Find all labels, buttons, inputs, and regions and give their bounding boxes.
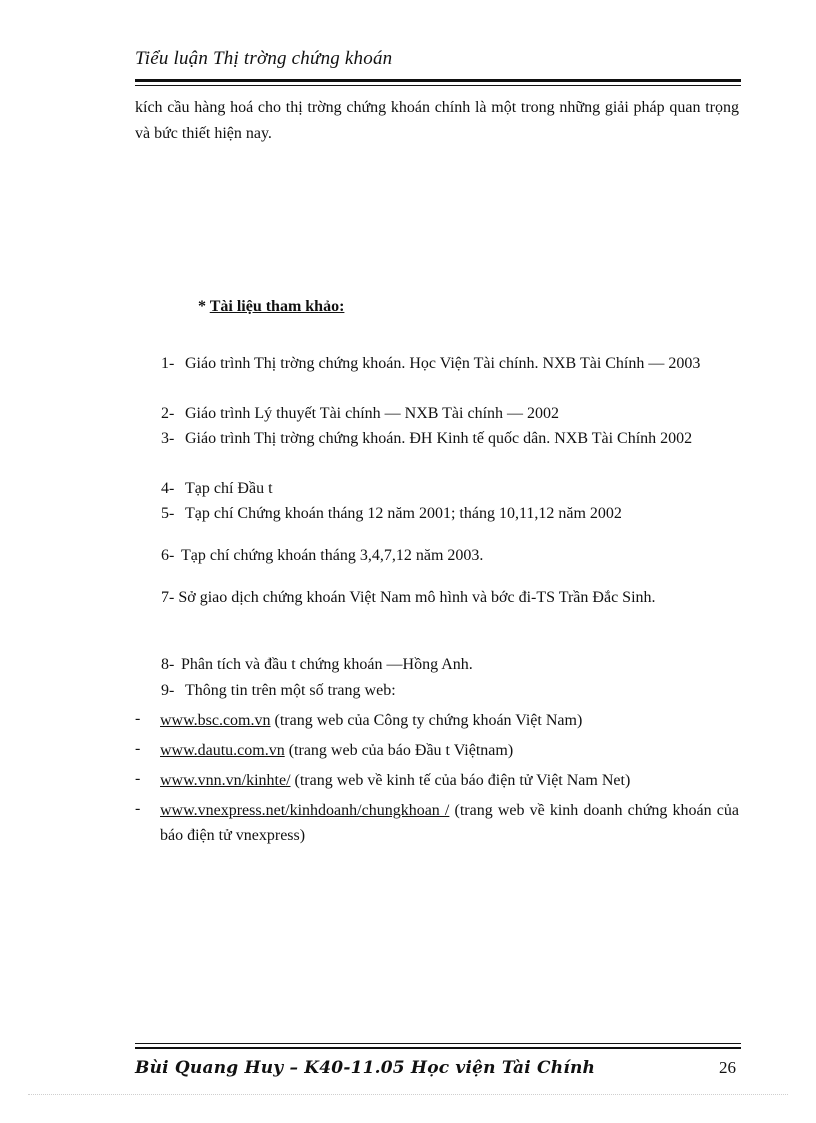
page-number: 26 [719, 1058, 736, 1077]
reference-number: 7- [161, 589, 175, 606]
website-link[interactable]: www.bsc.com.vn [160, 712, 271, 729]
website-description: (trang web về kinh doanh chứng khoán của báo điện tử vnexpress) [160, 802, 739, 844]
page-bottom-dotted-line [28, 1094, 788, 1095]
reference-text: Thông tin trên một số trang web: [185, 682, 396, 699]
website-description: (trang web về kinh tế của báo điện tử Việt Nam Net) [290, 772, 631, 789]
reference-number: 4- [161, 480, 175, 497]
reference-number: 1- [161, 355, 175, 372]
header-rule-thick [135, 79, 741, 82]
reference-number: 2- [161, 405, 175, 422]
footer-rule-thin [135, 1043, 741, 1044]
reference-text: Giáo trình Thị trờng chứng khoán. ĐH Kinh tế quốc dân. NXB Tài Chính 2002 [185, 430, 693, 447]
website-link[interactable]: www.vnexpress.net/kinhdoanh/chungkhoan / [160, 802, 450, 819]
footer-author: Bùi Quang Huy – K40-11.05 Học viện Tài Chính [135, 1058, 596, 1078]
reference-text: Tạp chí Chứng khoán tháng 12 năm 2001; tháng 10,11,12 năm 2002 [185, 505, 622, 522]
reference-number: 3- [161, 430, 175, 447]
page-header-title: Tiểu luận Thị trờng chứng khoán [135, 48, 393, 69]
heading-marker: * [198, 298, 206, 315]
header-rule-thin [135, 85, 741, 86]
website-link[interactable]: www.vnn.vn/kinhte/ [160, 772, 291, 789]
footer-rule-thick [135, 1047, 741, 1049]
website-link[interactable]: www.dautu.com.vn [160, 742, 285, 759]
heading-text: Tài liệu tham khảo: [209, 298, 345, 315]
intro-paragraph: kích cầu hàng hoá cho thị trờng chứng khoán chính là một trong những giải pháp quan trọng và bức thiết hiện nay. [135, 99, 739, 142]
website-description: (trang web của Công ty chứng khoán Việt Nam) [270, 712, 583, 729]
bullet-dash: - [135, 740, 141, 757]
references-heading [198, 298, 344, 316]
website-description: (trang web của báo Đầu t Việtnam) [284, 742, 514, 759]
reference-number: 6- [161, 547, 175, 564]
reference-number: 9- [161, 682, 175, 699]
bullet-dash: - [135, 770, 141, 787]
reference-text: Tạp chí Đầu t [185, 480, 273, 497]
reference-text: 7- Sở giao dịch chứng khoán Việt Nam mô hình và bớc đi-TS Trần Đắc Sinh. [161, 589, 656, 606]
reference-number: 5- [161, 505, 175, 522]
reference-text: Tạp chí chứng khoán tháng 3,4,7,12 năm 2003. [181, 547, 484, 564]
bullet-dash: - [135, 800, 141, 817]
reference-text: Phân tích và đầu t chứng khoán —Hồng Anh. [181, 656, 473, 673]
reference-number: 8- [161, 656, 175, 673]
reference-text: Giáo trình Thị trờng chứng khoán. Học Viện Tài chính. NXB Tài Chính — 2003 [185, 355, 701, 372]
reference-text: Giáo trình Lý thuyết Tài chính — NXB Tài chính — 2002 [185, 405, 560, 422]
bullet-dash: - [135, 710, 141, 727]
